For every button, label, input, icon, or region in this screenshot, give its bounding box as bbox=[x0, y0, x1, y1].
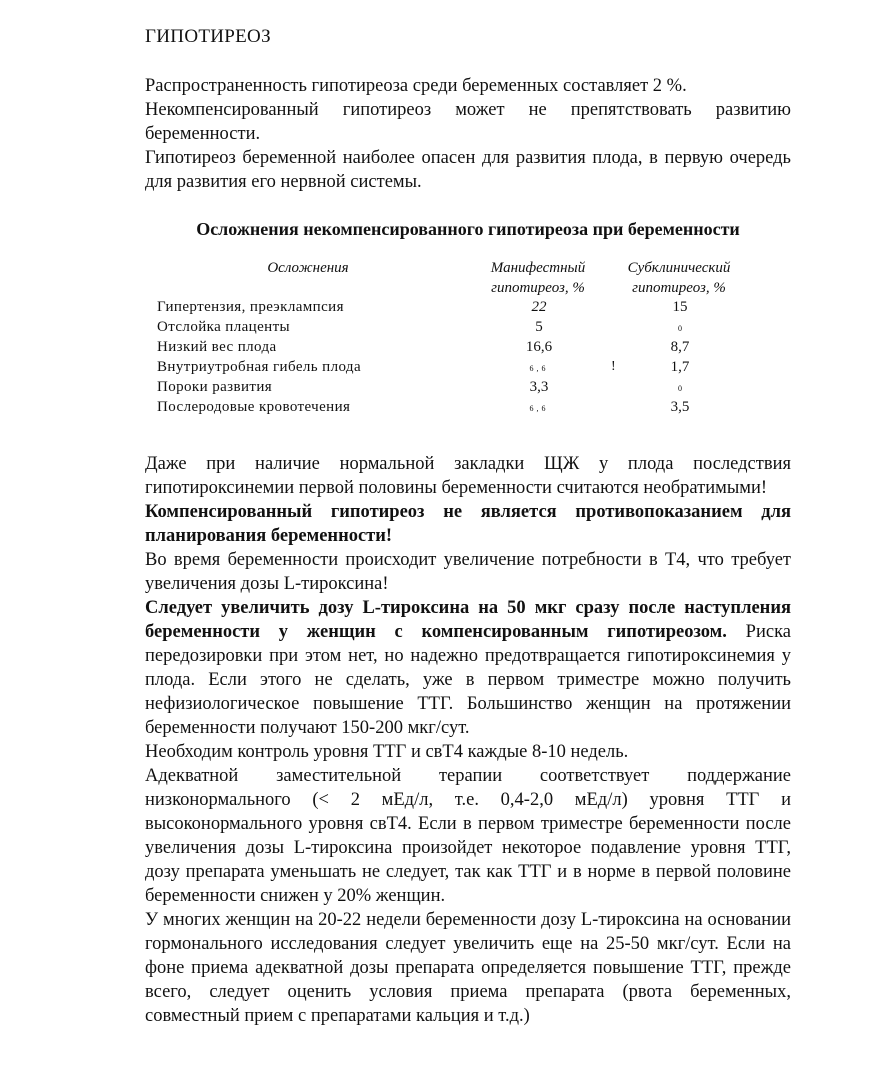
document-page bbox=[145, 26, 791, 1028]
row-label: Пороки развития bbox=[157, 379, 273, 395]
row-value-manifest: 6,6 bbox=[529, 404, 549, 413]
body-paragraph-4-rest: Риска передозировки при этом нет, но надежно предотвращается гипотироксинемия у плода. Если этого не сделать, уже в первом триместре можно получить нефизиологическое повышение ТТГ. Большинство женщин на протяжении беременности получают 150-200 мкг/сут. bbox=[145, 622, 791, 738]
row-value-subclinical: 15 bbox=[672, 299, 688, 315]
row-label: Гипертензия, преэклампсия bbox=[157, 299, 344, 315]
row-value-subclinical: 8,7 bbox=[670, 339, 690, 355]
complications-table bbox=[145, 258, 791, 438]
body-section bbox=[145, 452, 791, 1028]
intro-paragraph-3: Гипотиреоз беременной наиболее опасен для развития плода, в первую очередь для развития его нервной системы. bbox=[145, 148, 791, 192]
row-value-subclinical: 0 bbox=[678, 324, 682, 333]
row-value-subclinical: 3,5 bbox=[670, 399, 690, 415]
col-header-subclinical-1: Субклинический bbox=[627, 260, 731, 276]
row-label: Послеродовые кровотечения bbox=[157, 399, 351, 415]
page-title: ГИПОТИРЕОЗ bbox=[145, 26, 271, 47]
row-value-manifest: 5 bbox=[535, 319, 543, 335]
row-value-manifest: 22 bbox=[531, 299, 547, 315]
intro-paragraph-1: Распространенность гипотиреоза среди беременных составляет 2 %. bbox=[145, 76, 687, 96]
col-header-complication: Осложнения bbox=[267, 260, 349, 276]
row-value-subclinical: 1,7 bbox=[670, 359, 690, 375]
body-paragraph-1: Даже при наличие нормальной закладки ЩЖ у плода последствия гипотироксинемии первой половины беременности считаются необратимыми! bbox=[145, 454, 791, 498]
row-label: Низкий вес плода bbox=[157, 339, 277, 355]
body-paragraph-6: Адекватной заместительной терапии соответствует поддержание низконормального (< 2 мЕд/л, т.е. 0,4-2,0 мЕд/л) уровня ТТГ и высоконормального уровня свТ4. Если в первом триместре беременности после увеличения дозы L-тироксина произойдет некоторое подавление уровня ТТГ, дозу препарата уменьшать не следует, так как ТТГ и в норме в первой половине беременности снижен у 20% женщин. bbox=[145, 766, 791, 906]
body-paragraph-4 bbox=[145, 596, 791, 740]
col-header-manifest-1: Манифестный bbox=[490, 260, 586, 276]
table-title: Осложнения некомпенсированного гипотиреоза при беременности bbox=[196, 219, 740, 239]
row-value-manifest: 16,6 bbox=[525, 339, 553, 355]
body-paragraph-3: Во время беременности происходит увеличение потребности в Т4, что требует увеличения дозы L-тироксина! bbox=[145, 550, 791, 594]
intro-paragraph-2: Некомпенсированный гипотиреоз может не препятствовать развитию беременности. bbox=[145, 100, 791, 144]
body-paragraph-2-bold: Компенсированный гипотиреоз не является противопоказанием для планирования беременности! bbox=[145, 502, 791, 546]
body-paragraph-7: У многих женщин на 20-22 недели беременности дозу L-тироксина на основании гормонального исследования следует увеличить еще на 25-50 мкг/сут. Если на фоне приема адекватной дозы препарата определяется повышение ТТГ, прежде всего, следует оценить условия приема препарата (рвота беременных, совместный прием с препаратами кальция и т.д.) bbox=[145, 910, 791, 1026]
body-paragraph-5: Необходим контроль уровня ТТГ и свТ4 каждые 8-10 недель. bbox=[145, 742, 629, 762]
row-value-manifest: 3,3 bbox=[529, 379, 549, 395]
row-value-manifest: 6,6 bbox=[529, 364, 549, 373]
row-value-subclinical: 0 bbox=[678, 384, 682, 393]
intro-section bbox=[145, 74, 791, 194]
col-header-manifest-2: гипотиреоз, % bbox=[491, 280, 585, 296]
col-header-subclinical-2: гипотиреоз, % bbox=[632, 280, 726, 296]
row-label: Внутриутробная гибель плода bbox=[157, 359, 362, 375]
row-mark: ! bbox=[611, 359, 616, 374]
row-label: Отслойка плаценты bbox=[157, 319, 291, 335]
body-paragraph-4-bold: Следует увеличить дозу L-тироксина на 50 мкг сразу после наступления беременности у женщин с компенсированным гипотиреозом. bbox=[145, 598, 791, 642]
